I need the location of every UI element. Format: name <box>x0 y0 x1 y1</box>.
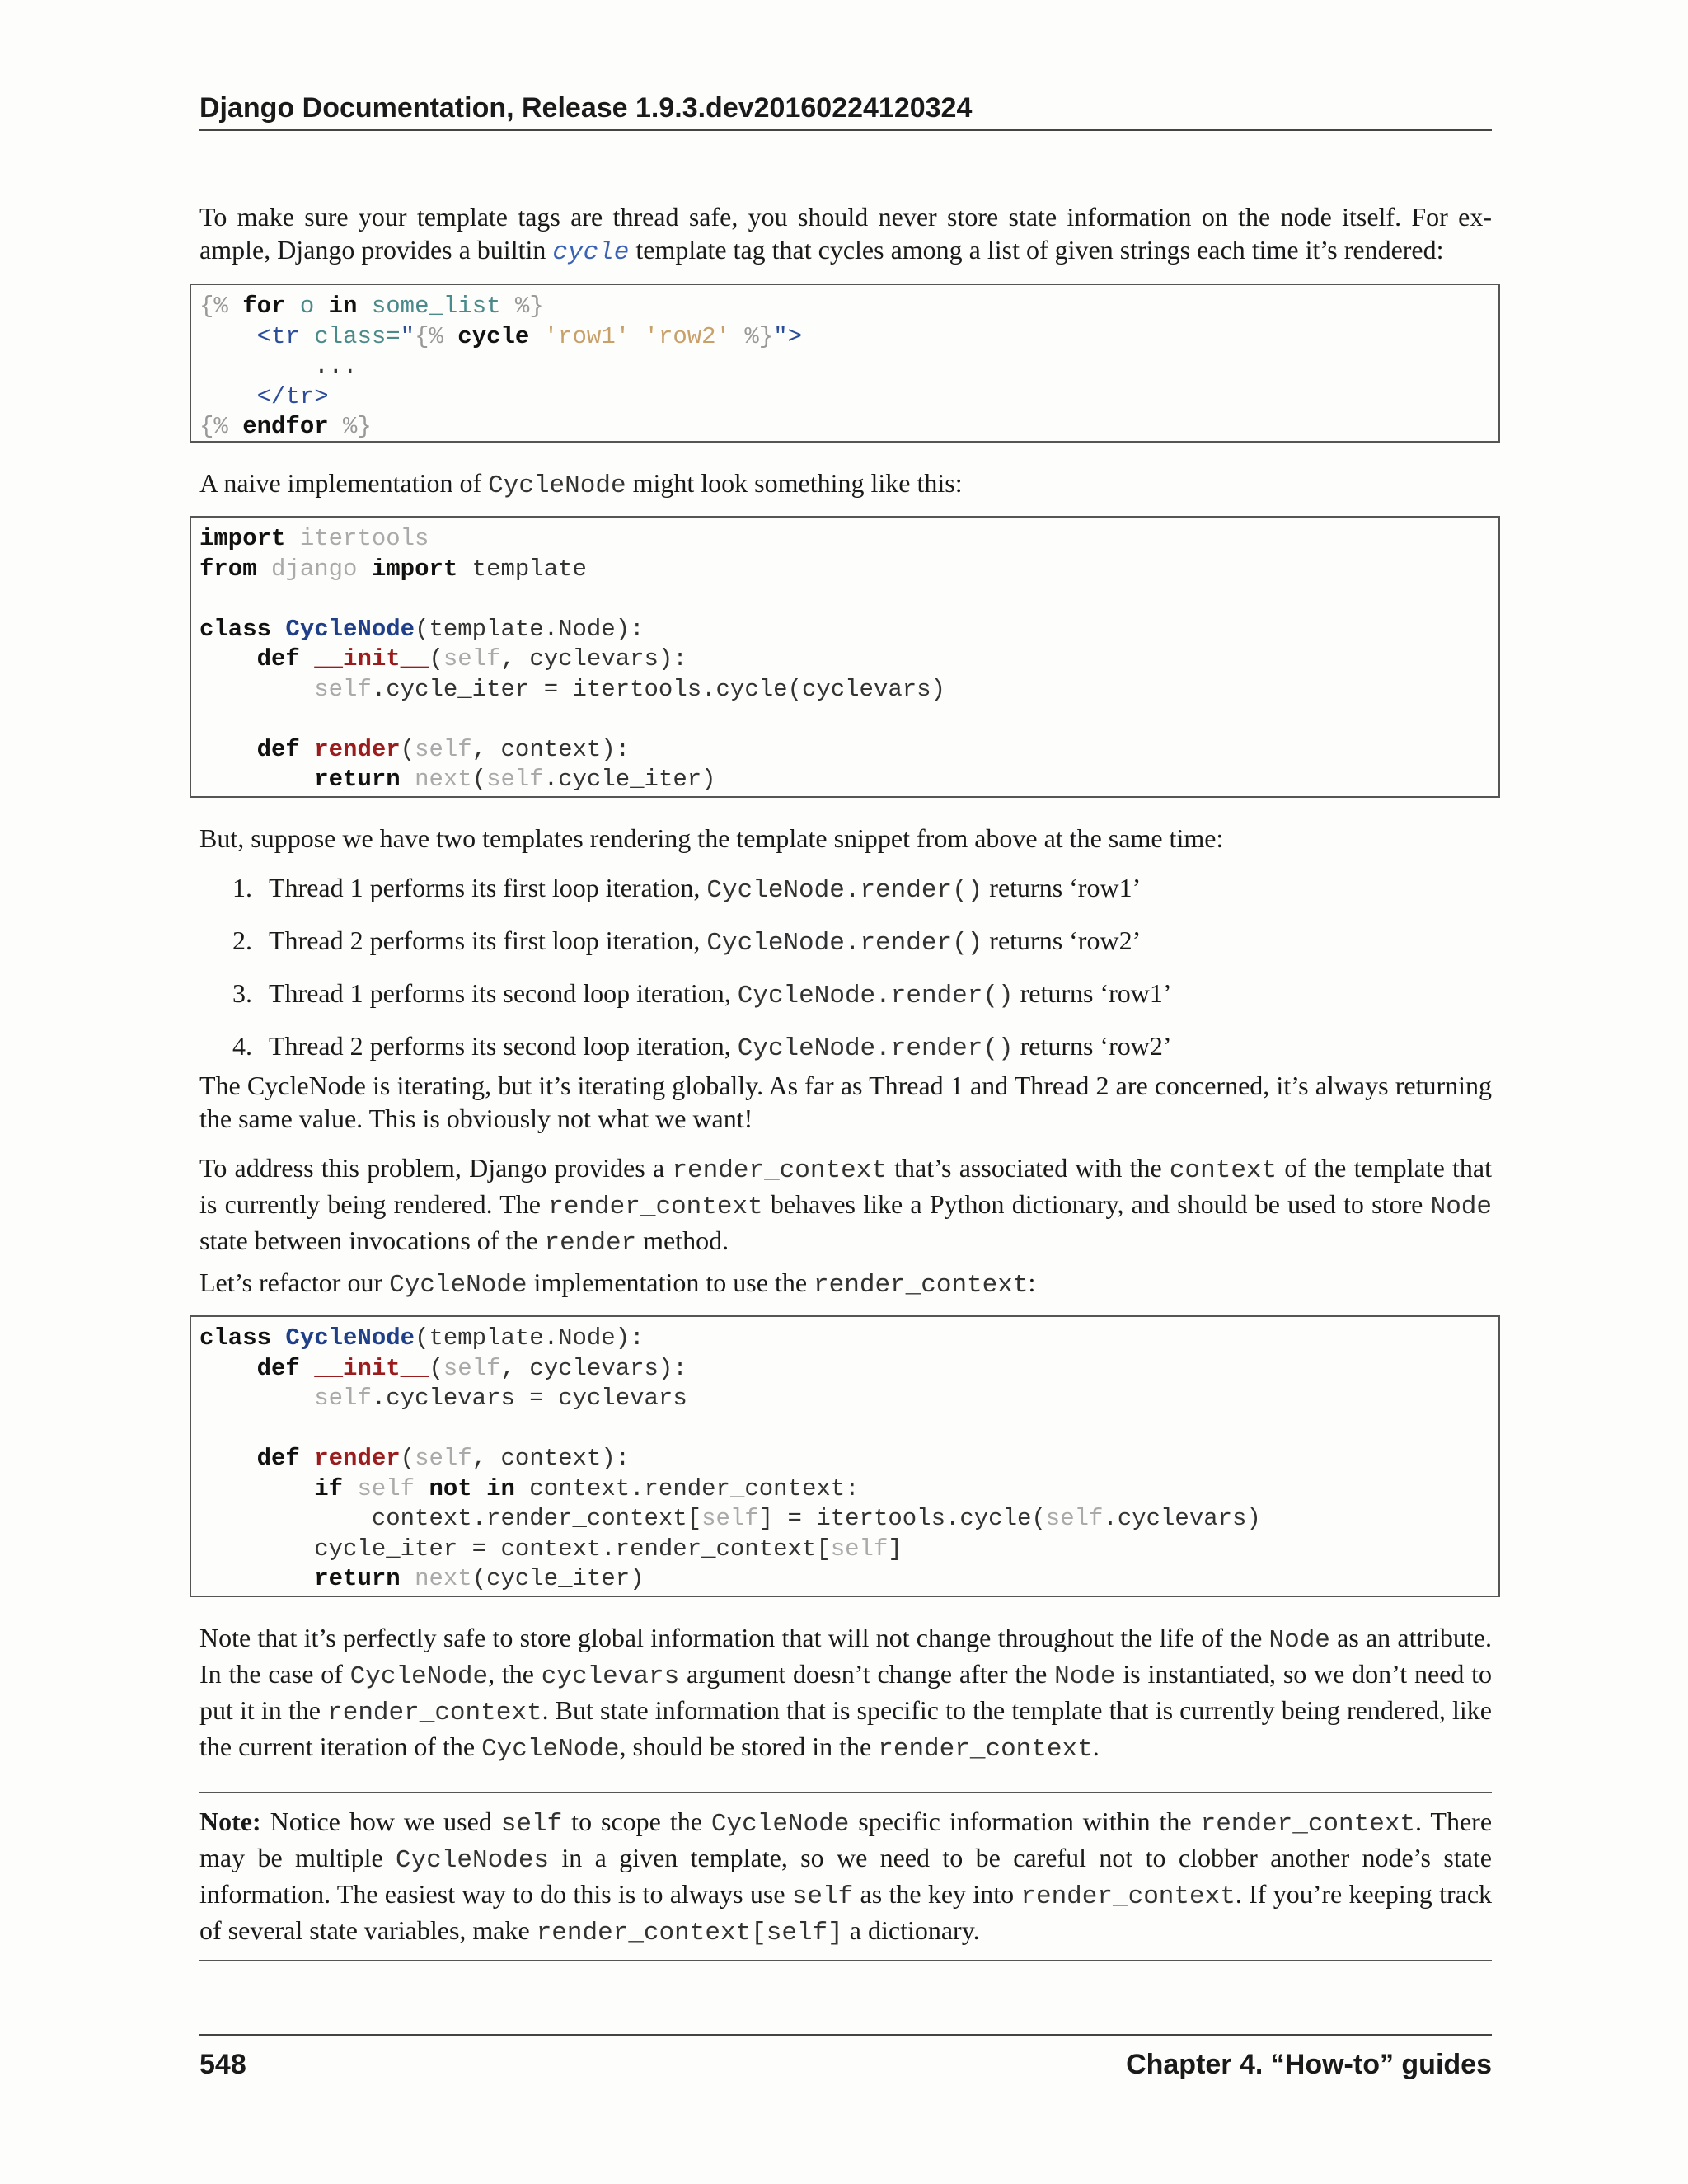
global-iteration-paragraph: The CycleNode is iterating, but it’s iterating globally. As far as Thread 1 and Thread 2 are concerned, it’s always returning the same value. This is obviously not what we want! <box>199 1071 1492 1133</box>
global-info-paragraph: Note that it’s perfectly safe to store global information that will not change throughout the life of the Node as an attribute. In the case of CycleNode, the cyclevars argument doesn’t change after the Node is instantiated, so we don’t need to put it in the render_context. But state information that is specific to the template that is currently being rendered, like the current iteration of the CycleNode, should be stored in the render_context. <box>199 1623 1493 1764</box>
page-footer <box>199 2034 1492 2081</box>
note-text: Note: Notice how we used self to scope the CycleNode specific information within the render_context. There may be multiple CycleNodes in a given template, so we need to be careful not to clobber another node’s state information. The easiest way to do this is to always use self as the key into render_context. If you’re keeping track of several state variables, make render_context[self] a dictionary. <box>199 1807 1493 1947</box>
note-label: Note: <box>199 1807 261 1836</box>
chapter-title: Chapter 4. “How-to” guides <box>1126 2049 1492 2080</box>
code-block-naive: import itertools from django import template class CycleNode(template.Node): def __init__(self, cyclevars): self.cycle_iter = itertools.cycle(cyclevars) def render(self, context): return next(self.cycle_iter) <box>190 516 1500 798</box>
note-box <box>199 1792 1492 1961</box>
list-item: 2. Thread 2 performs its first loop iteration, CycleNode.render() returns ‘row2’ <box>232 926 1142 958</box>
refactor-paragraph: Let’s refactor our CycleNode implementation to use the render_context: <box>199 1268 1036 1300</box>
render-context-paragraph: To address this problem, Django provides a render_context that’s associated with the context of the template that is currently being rendered. The render_context behaves like a Python dictionary, and should be used to store Node state between invocations of the render method. <box>199 1153 1493 1258</box>
code-block-template: {% for o in some_list %} <tr class="{% cycle 'row1' 'row2' %}"> ... </tr> {% endfor %} <box>190 284 1500 443</box>
list-item: 1. Thread 1 performs its first loop iteration, CycleNode.render() returns ‘row1’ <box>232 873 1142 905</box>
naive-paragraph: A naive implementation of CycleNode might look something like this: <box>199 468 963 500</box>
code-block-refactor: class CycleNode(template.Node): def __init__(self, cyclevars): self.cyclevars = cyclevars def render(self, context): if self not in context.render_context: context.render_context[self] = itertools.cycle(self.cyclevars) cycle_iter = context.render_context[self] return next(cycle_iter) <box>190 1315 1500 1597</box>
thread-steps-list <box>199 871 1492 1082</box>
intro-paragraph: To make sure your template tags are thread safe, you should never store state information on the node itself. For ex- ample, Django provides a builtin cycle template tag that cycles among a list of given strings each time it’s rendered: <box>199 202 1492 267</box>
cycle-link[interactable]: cycle <box>552 238 630 267</box>
list-item: 4. Thread 2 performs its second loop iteration, CycleNode.render() returns ‘row2’ <box>232 1031 1172 1063</box>
running-header: Django Documentation, Release 1.9.3.dev20160224120324 <box>199 92 1492 131</box>
page-number: 548 <box>199 2049 246 2080</box>
list-item: 3. Thread 1 performs its second loop iteration, CycleNode.render() returns ‘row1’ <box>232 978 1172 1010</box>
suppose-paragraph: But, suppose we have two templates rendering the template snippet from above at the same time: <box>199 823 1224 853</box>
